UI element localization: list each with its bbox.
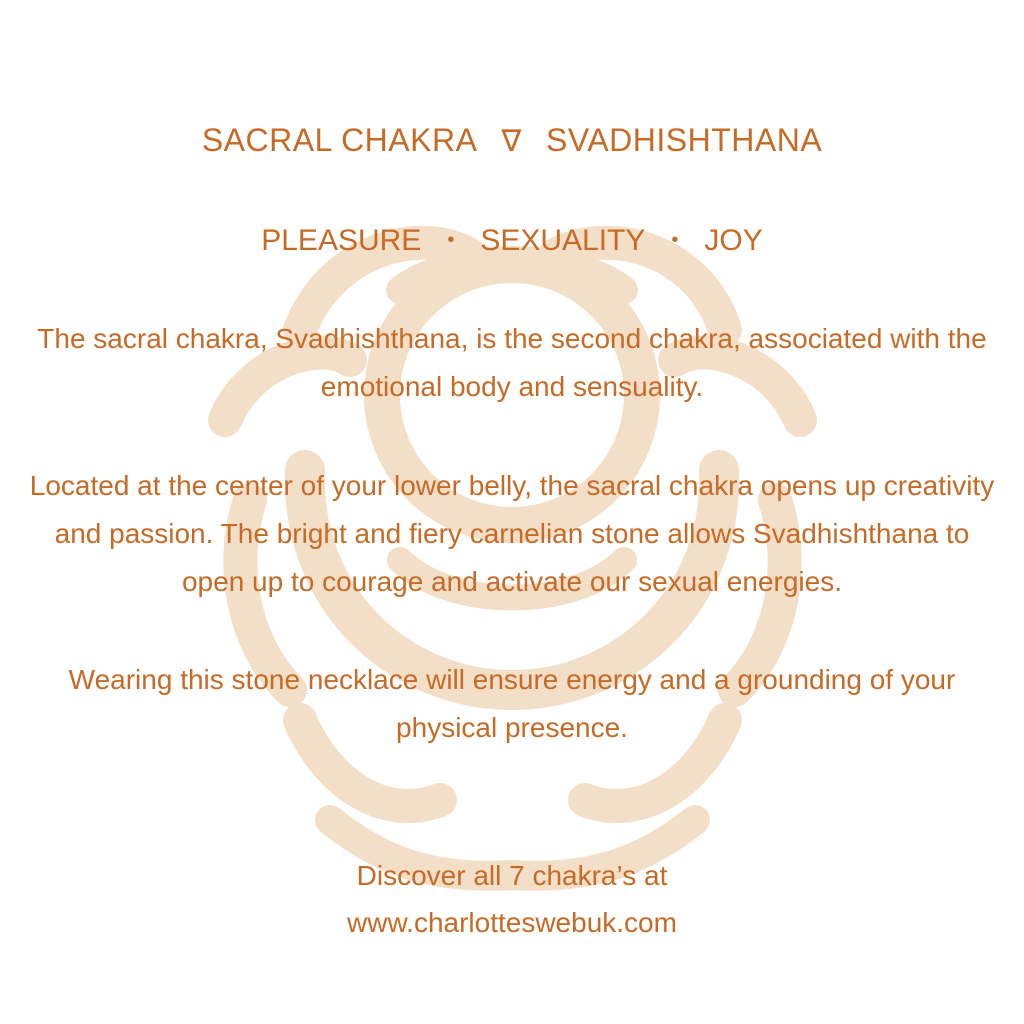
triangle-down-icon: ∇ (501, 125, 522, 158)
description-paragraph-3: Wearing this stone necklace will ensure energy and a grounding of your physical presence. (68, 664, 956, 743)
page-title (0, 118, 1024, 164)
keyword-pleasure: PLEASURE (261, 224, 422, 257)
description-paragraph-1: The sacral chakra, Svadhishthana, is the second chakra, associated with the emotional body and sensuality. (37, 323, 987, 402)
keywords-line (0, 219, 1024, 266)
bullet-separator: • (447, 229, 455, 251)
description-paragraph-2: Located at the center of your lower belly, the sacral chakra opens up creativity and passion. The bright and fiery carnelian stone allows Svadhishthana to open up to courage and activate our sexual energies. (29, 470, 995, 597)
chakra-sanskrit-name: SVADHISHTHANA (546, 122, 823, 158)
chakra-english-name: SACRAL CHAKRA (201, 122, 478, 158)
keyword-sexuality: SEXUALITY (480, 224, 646, 257)
keyword-joy: JOY (704, 224, 763, 257)
discover-text: Discover all 7 chakra’s at (356, 860, 668, 891)
website-link[interactable]: www.charlotteswebuk.com (347, 907, 677, 938)
bullet-separator: • (671, 229, 679, 251)
